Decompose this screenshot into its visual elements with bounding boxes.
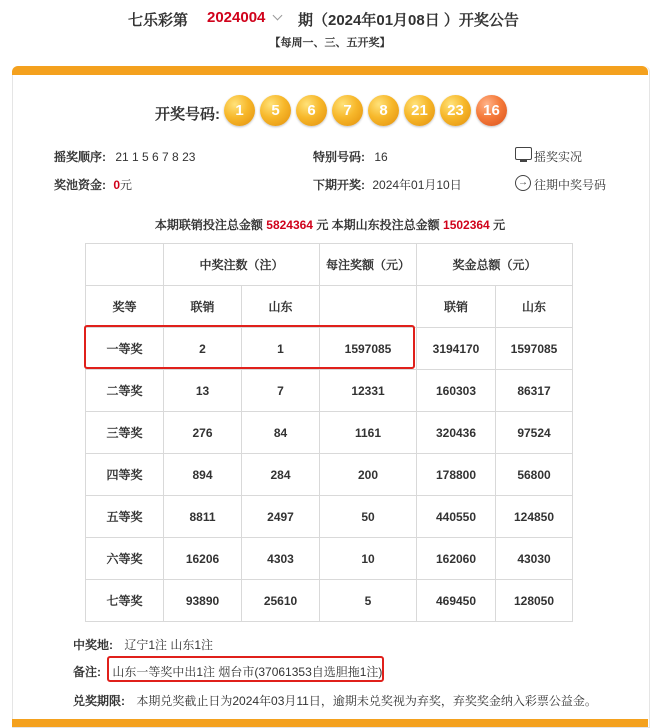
win-count-joint: 16206 (164, 538, 242, 580)
win-count-joint: 2 (164, 328, 242, 370)
table-row (86, 454, 573, 496)
winning-number-ball: 21 (404, 95, 435, 126)
col-total-joint: 联销 (417, 286, 496, 328)
win-count-joint: 13 (164, 370, 242, 412)
winning-number-ball: 1 (224, 95, 255, 126)
win-count-joint: 894 (164, 454, 242, 496)
issue-date-title: 期（2024年01月08日 ）开奖公告 (298, 12, 519, 29)
winning-number-ball: 23 (440, 95, 471, 126)
table-row (86, 538, 573, 580)
total-prize-shandong: 128050 (496, 580, 573, 622)
history-link[interactable]: 往期中奖号码 (534, 178, 607, 192)
total-prize-joint: 320436 (417, 412, 496, 454)
winning-number-ball: 8 (368, 95, 399, 126)
summary-text-2: 元 本期山东投注总金额 (316, 218, 440, 232)
total-prize-shandong: 97524 (496, 412, 573, 454)
draw-order-label: 摇奖顺序: (54, 150, 106, 164)
claim-period-label: 兑奖期限: (73, 694, 125, 708)
unit-prize: 1161 (320, 412, 417, 454)
win-count-joint: 276 (164, 412, 242, 454)
summary-text-1: 本期联销投注总金额 (154, 218, 263, 232)
total-prize-shandong: 1597085 (496, 328, 573, 370)
issue-select[interactable]: 2024004 (207, 9, 266, 26)
total-prize-joint: 440550 (417, 496, 496, 538)
prize-level: 一等奖 (86, 328, 164, 370)
unit-prize: 1597085 (320, 328, 417, 370)
page-header (0, 6, 660, 30)
first-prize-highlight (84, 325, 415, 369)
monitor-icon[interactable] (515, 147, 532, 160)
claim-period (73, 692, 597, 709)
col-level: 奖等 (86, 286, 164, 328)
prize-level: 二等奖 (86, 370, 164, 412)
total-prize-shandong: 86317 (496, 370, 573, 412)
unit-prize: 10 (320, 538, 417, 580)
table-row (86, 370, 573, 412)
win-count-shandong: 1 (242, 328, 320, 370)
chevron-down-icon[interactable] (273, 11, 283, 21)
special-number-label: 特别号码: (313, 150, 365, 164)
total-prize-joint: 178800 (417, 454, 496, 496)
unit-prize: 12331 (320, 370, 417, 412)
prize-level: 四等奖 (86, 454, 164, 496)
special-number-ball: 16 (476, 95, 507, 126)
sales-summary (0, 216, 660, 233)
table-row (86, 412, 573, 454)
prize-table (85, 243, 573, 622)
unit-prize: 50 (320, 496, 417, 538)
prize-level: 三等奖 (86, 412, 164, 454)
winning-numbers-label: 开奖号码: (155, 106, 220, 123)
next-draw (313, 176, 462, 193)
win-count-shandong: 25610 (242, 580, 320, 622)
jackpot-pool-label: 奖池资金: (54, 178, 106, 192)
jackpot-pool-unit: 元 (120, 178, 133, 192)
winning-number-ball: 6 (296, 95, 327, 126)
col-total-shandong: 山东 (496, 286, 573, 328)
draw-schedule: 【每周一、三、五开奖】 (269, 37, 391, 49)
total-prize-joint: 3194170 (417, 328, 496, 370)
total-prize-shandong: 124850 (496, 496, 573, 538)
total-prize-joint: 162060 (417, 538, 496, 580)
next-draw-label: 下期开奖: (313, 178, 365, 192)
winning-number-ball: 7 (332, 95, 363, 126)
total-prize-joint: 469450 (417, 580, 496, 622)
draw-order (54, 148, 195, 165)
win-count-shandong: 2497 (242, 496, 320, 538)
next-draw-value: 2024年01月10日 (372, 178, 462, 192)
col-unit-empty (320, 286, 417, 328)
remark-highlight (107, 656, 384, 682)
win-count-joint: 93890 (164, 580, 242, 622)
total-prize-shandong: 56800 (496, 454, 573, 496)
summary-text-3: 元 (493, 218, 506, 232)
header-unit-prize: 每注奖额（元） (320, 244, 417, 286)
total-prize-joint: 160303 (417, 370, 496, 412)
winning-regions (73, 636, 213, 653)
draw-order-value: 21 1 5 6 7 8 23 (115, 150, 196, 164)
special-number-value: 16 (374, 150, 388, 164)
unit-prize: 200 (320, 454, 417, 496)
winning-regions-label: 中奖地: (73, 638, 113, 652)
header-win-count: 中奖注数（注） (164, 244, 320, 286)
joint-sales-amount: 5824364 (266, 218, 313, 232)
remark-label: 备注: (73, 665, 101, 679)
table-row (86, 496, 573, 538)
col-count-shandong: 山东 (242, 286, 320, 328)
total-prize-shandong: 43030 (496, 538, 573, 580)
table-row (86, 580, 573, 622)
unit-prize: 5 (320, 580, 417, 622)
win-count-shandong: 84 (242, 412, 320, 454)
special-number (313, 148, 388, 165)
win-count-joint: 8811 (164, 496, 242, 538)
jackpot-pool-value: 0 (113, 178, 121, 192)
card-bottom-bar (12, 719, 648, 727)
card-top-bar (12, 66, 648, 75)
col-count-joint: 联销 (164, 286, 242, 328)
win-count-shandong: 4303 (242, 538, 320, 580)
arrow-right-circle-icon[interactable]: → (515, 175, 531, 191)
jackpot-pool (54, 176, 132, 193)
winning-number-ball: 5 (260, 95, 291, 126)
win-count-shandong: 284 (242, 454, 320, 496)
winning-regions-value: 辽宁1注 山东1注 (124, 638, 214, 652)
lottery-name: 七乐彩第 (128, 12, 189, 29)
prize-level: 五等奖 (86, 496, 164, 538)
prize-level: 七等奖 (86, 580, 164, 622)
live-draw-link[interactable]: 摇奖实况 (534, 150, 583, 164)
empty-header-cell (86, 244, 164, 286)
win-count-shandong: 7 (242, 370, 320, 412)
header-total-prize: 奖金总额（元） (417, 244, 573, 286)
remark-value: 山东一等奖中出1注 烟台市(37061353自选胆拖1注) (112, 665, 383, 679)
claim-period-value: 本期兑奖截止日为2024年03月11日，逾期未兑奖视为弃奖，弃奖奖金纳入彩票公益金。 (136, 694, 597, 708)
prize-level: 六等奖 (86, 538, 164, 580)
shandong-sales-amount: 1502364 (443, 218, 490, 232)
